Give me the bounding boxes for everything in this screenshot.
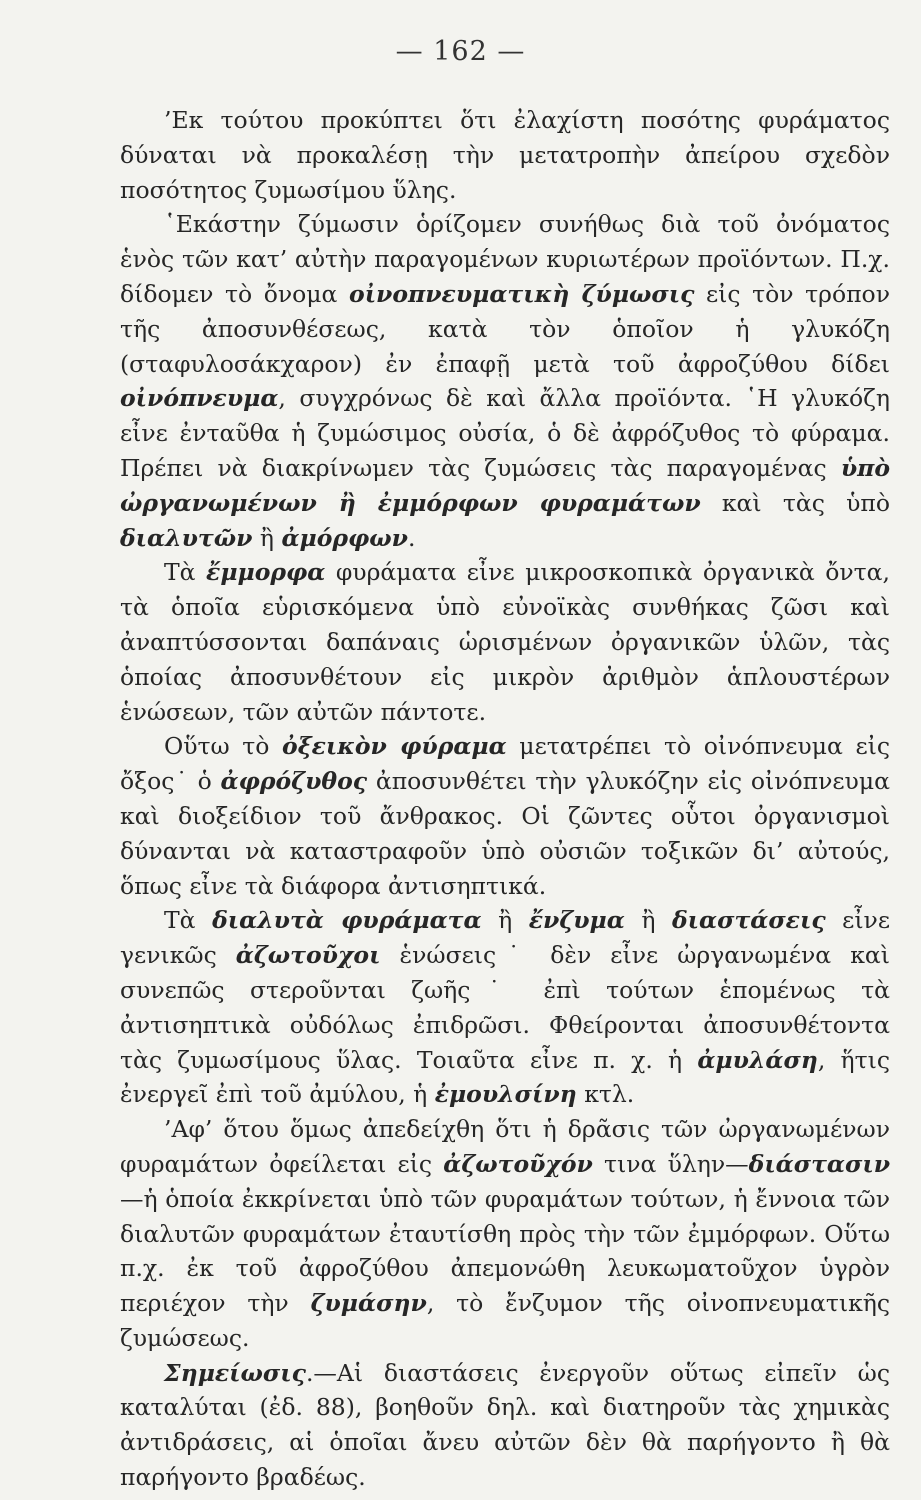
paragraph-4: Οὕτω τὸ ὀξεικὸν φύραμα μετατρέπει τὸ οἰνόπνευμα εἰς ὄξος˙ ὁ ἀφρόζυθος ἀποσυνθέτει τὴν γλυκόζην εἰς οἰνόπνευμα καὶ διοξείδιον τοῦ ἄνθρακος. Οἱ ζῶντες οὗτοι ὀργανισμοὶ δύνανται νὰ καταστραφοῦν ὑπὸ οὐσιῶν τοξικῶν δι’ αὐτούς, ὅπως εἶνε τὰ διάφορα ἀντισηπτικά.: [120, 732, 890, 900]
page-number: — 162 —: [395, 36, 526, 67]
page-body: [120, 103, 890, 1495]
paragraph-6: ’Αφ’ ὅτου ὅμως ἀπεδείχθη ὅτι ἡ δρᾶσις τῶν ὠργανωμένων φυραμάτων ὀφείλεται εἰς ἀζωτοῦχόν τινα ὕλην—διάστασιν—ἡ ὁποία ἐκκρίνεται ὑπὸ τῶν φυραμάτων τούτων, ἡ ἔννοια τῶν διαλυτῶν φυραμάτων ἐταυτίσθη πρὸς τὴν τῶν ἐμμόρφων. Οὕτω π.χ. ἐκ τοῦ ἀφροζύθου ἀπεμονώθη λευκωματοῦχον ὑγρὸν περιέχον τὴν ζυμάσην, τὸ ἔνζυμον τῆς οἰνοπνευματικῆς ζυμώσεως.: [120, 1115, 890, 1352]
paragraph-7-note: Σημείωσις.—Αἱ διαστάσεις ἐνεργοῦν οὕτως εἰπεῖν ὡς καταλύται (ἐδ. 88), βοηθοῦν δηλ. καὶ διατηροῦν τὰς χημικὰς ἀντιδράσεις, αἱ ὁποῖαι ἄνευ αὐτῶν δὲν θὰ παρήγοντο ἢ θὰ παρήγοντο βραδέως.: [120, 1358, 890, 1492]
paragraph-3: Τὰ ἔμμορφα φυράματα εἶνε μικροσκοπικὰ ὀργανικὰ ὄντα, τὰ ὁποῖα εὑρισκόμενα ὑπὸ εὐνοϊκὰς συνθήκας ζῶσι καὶ ἀναπτύσσονται δαπάναις ὡρισμένων ὀργανικῶν ὑλῶν, τὰς ὁποίας ἀποσυνθέτουν εἰς μικρὸν ἀριθμὸν ἁπλουστέρων ἑνώσεων, τῶν αὐτῶν πάντοτε.: [120, 558, 891, 726]
paragraph-5: Τὰ διαλυτὰ φυράματα ἢ ἔνζυμα ἢ διαστάσεις εἶνε γενικῶς ἀζωτοῦχοι ἑνώσεις˙ δὲν εἶνε ὠργανωμένα καὶ συνεπῶς στεροῦνται ζωῆς˙ ἐπὶ τούτων ἑπομένως τὰ ἀντισηπτικὰ οὐδόλως ἐπιδρῶσι. Φθείρονται ἀποσυνθέτοντα τὰς ζυμωσίμους ὕλας. Τοιαῦτα εἶνε π. χ. ἡ ἀμυλάση, ἥτις ἐνεργεῖ ἐπὶ τοῦ ἀμύλου, ἡ ἐμουλσίνη κτλ.: [120, 906, 891, 1109]
paragraph-1: ’Εκ τούτου προκύπτει ὅτι ἐλαχίστη ποσότης φυράματος δύναται νὰ προκαλέσῃ τὴν μετατροπὴν ἀπείρου σχεδὸν ποσότητος ζυμωσίμου ὕλης.: [120, 106, 890, 204]
paragraph-2: ῾Εκάστην ζύμωσιν ὁρίζομεν συνήθως διὰ τοῦ ὀνόματος ἑνὸς τῶν κατ’ αὐτὴν παραγομένων κυριωτέρων προϊόντων. Π.χ. δίδομεν τὸ ὄνομα οἰνοπνευματικὴ ζύμωσις εἰς τὸν τρόπον τῆς ἀποσυνθέσεως, κατὰ τὸν ὁποῖον ἡ γλυκόζη (σταφυλοσάκχαρον) ἐν ἐπαφῇ μετὰ τοῦ ἀφροζύθου δίδει οἰνόπνευμα, συγχρόνως δὲ καὶ ἄλλα προϊόντα. ῾Η γλυκόζη εἶνε ἐνταῦθα ἡ ζυμώσιμος οὐσία, ὁ δὲ ἀφρόζυθος τὸ φύραμα. Πρέπει νὰ διακρίνωμεν τὰς ζυμώσεις τὰς παραγομένας ὑπὸ ὠργανωμένων ἢ ἐμμόρφων φυραμάτων καὶ τὰς ὑπὸ διαλυτῶν ἢ ἀμόρφων.: [120, 210, 890, 552]
